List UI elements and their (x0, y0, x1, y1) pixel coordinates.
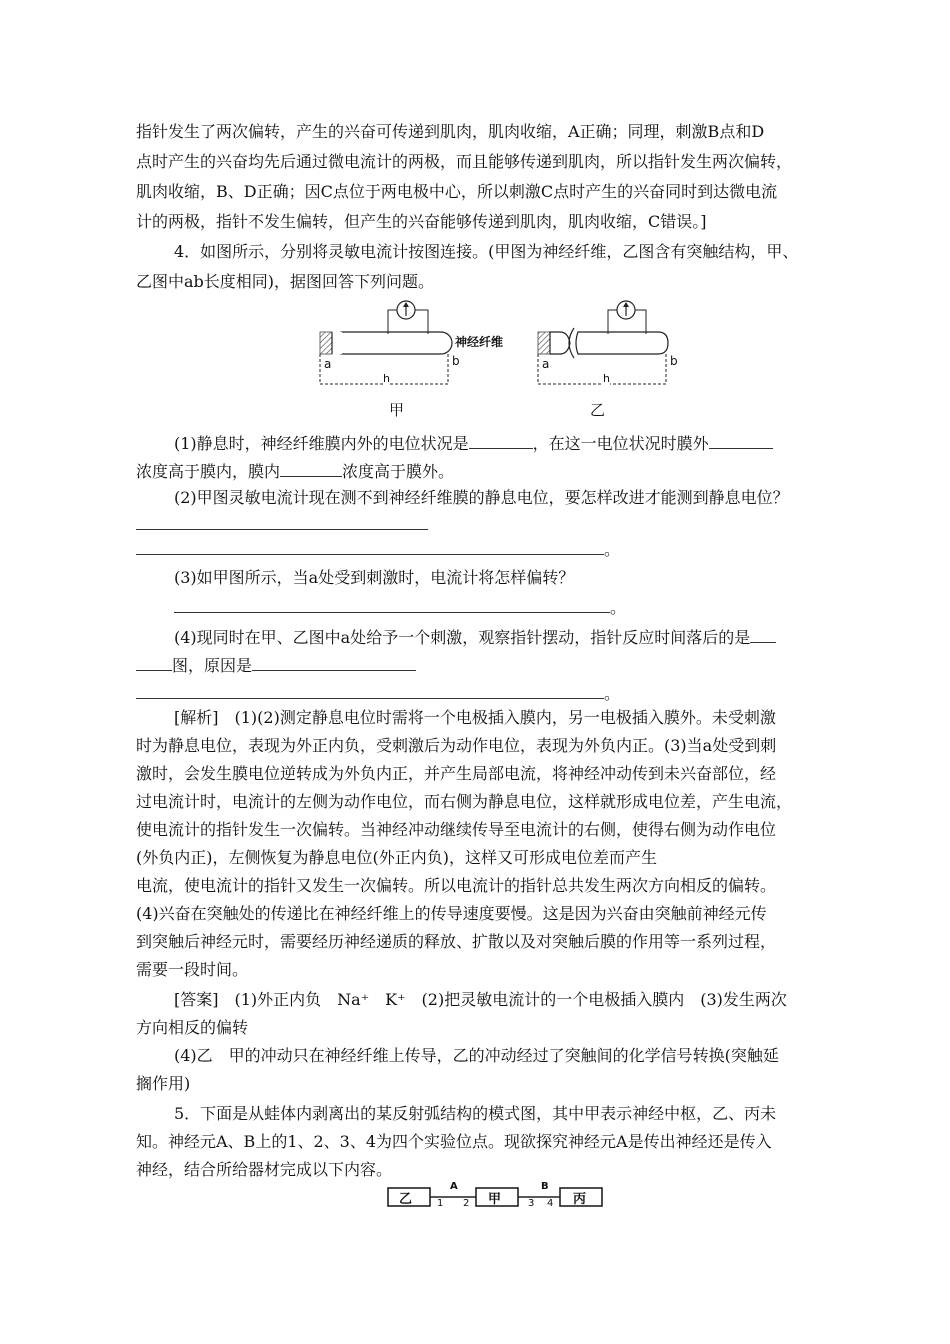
analysis-line-9: 到突触后神经元时，需要经历神经递质的释放、扩散以及对突触后膜的作用等一系列过程， (136, 932, 777, 951)
figure-yi (530, 296, 690, 388)
q5-line-3: 神经，结合所给器材完成以下内容。 (136, 1160, 393, 1179)
answer-line-3: 。 (174, 596, 626, 618)
label-A: A (450, 1181, 458, 1192)
q4-stem-line-1: 4．如图所示，分别将灵敏电流计按图连接。(甲图为神经纤维，乙图含有突触结构，甲、 (174, 242, 799, 261)
label-a-yi: a (542, 357, 550, 371)
intro-line-3: 肌肉收缩，B、D正确；因C点位于两电极中心，所以刺激C点时产生的兴奋同时到达微电流 (136, 182, 778, 201)
q4-part1-text-d: 浓度高于膜外。 (342, 462, 455, 481)
answer-line-b: 方向相反的偏转 (136, 1018, 249, 1037)
answer-line-2b: 。 (136, 538, 620, 560)
q4-part1-line-1 (174, 432, 773, 454)
point-4: 4 (547, 1198, 554, 1209)
answer-line-d: 搁作用) (136, 1074, 191, 1093)
point-3: 3 (528, 1198, 535, 1209)
intro-line-4: 计的两极，指针不发生偏转，但产生的兴奋能够传递到肌肉，肌肉收缩，C错误。] (136, 212, 707, 231)
q4-part4-line-1 (174, 626, 776, 648)
analysis-line-10: 需要一段时间。 (136, 960, 249, 979)
box-yi: 乙 (399, 1192, 413, 1207)
analysis-line-2: 时为静息电位，表现为外正内负，受刺激后为动作电位，表现为外负内正。(3)当a处受到刺 (136, 736, 777, 755)
label-a-jia: a (324, 357, 332, 371)
analysis-line-7: 电流，使电流计的指针又发生一次偏转。所以电流计的指针总共发生两次方向相反的偏转。 (136, 876, 777, 895)
analysis-line-8: (4)兴奋在突触处的传递比在神经纤维上的传导速度要慢。这是因为兴奋由突触前神经元传 (136, 904, 767, 923)
label-B: B (541, 1181, 549, 1192)
q4-part1-line-2 (136, 460, 454, 482)
answer-line-a: [答案] (1)外正内负 Na⁺ K⁺ (2)把灵敏电流计的一个电极插入膜内 (3)发生两次 (174, 990, 787, 1009)
q4-part2-line: (2)甲图灵敏电流计现在测不到神经纤维膜的静息电位，要怎样改进才能测到静息电位？ (174, 488, 789, 507)
analysis-line-4: 过电流计时，电流计的左侧为动作电位，而右侧为静息电位，这样就形成电位差，产生电流， (136, 792, 793, 811)
caption-jia: 甲 (389, 401, 405, 419)
q4-stem-line-2: 乙图中ab长度相同)，据图回答下列问题。 (136, 272, 435, 291)
label-nerve-fiber: 神经纤维 (455, 335, 504, 349)
q5-line-2: 知。神经元A、B上的1、2、3、4为四个实验位点。现欲探究神经元A是传出神经还是传入 (136, 1132, 772, 1151)
label-h-yi: h (603, 372, 610, 385)
figure-jia (310, 296, 520, 388)
caption-yi: 乙 (590, 401, 606, 419)
presynaptic-knob (550, 332, 570, 354)
q4-part4-text-b: 图，原因是 (172, 656, 253, 675)
q5-line-1: 5．下面是从蛙体内剥离出的某反射弧结构的模式图，其中甲表示神经中枢，乙、丙未 (174, 1104, 777, 1123)
blank-1-3 (280, 460, 342, 477)
q4-part1-text-c: 浓度高于膜内，膜内 (136, 462, 281, 481)
box-jia: 甲 (488, 1192, 502, 1207)
blank-1-1 (469, 432, 533, 449)
reflex-arc-diagram (387, 1182, 603, 1212)
intro-line-1: 指针发生了两次偏转，产生的兴奋可传递到肌肉，肌肉收缩，A正确；同理，刺激B点和D (136, 122, 765, 141)
q4-part1-text-a: (1)静息时，神经纤维膜内外的电位状况是 (174, 434, 469, 453)
label-b-yi: b (670, 354, 678, 368)
q4-part1-text-b: ，在这一电位状况时膜外 (532, 434, 709, 453)
blank-1-2 (709, 432, 773, 449)
nerve-fiber (332, 332, 452, 354)
q4-part4-text-a: (4)现同时在甲、乙图中a处给予一个刺激，观察指针摆动，指针反应时间落后的是 (174, 628, 751, 647)
answer-line-c: (4)乙 甲的冲动只在神经纤维上传导，乙的冲动经过了突触间的化学信号转换(突触延 (174, 1046, 779, 1065)
fixed-end-hatch (320, 332, 332, 354)
postsynaptic-fiber (576, 332, 668, 354)
analysis-line-6: (外负内正)，左侧恢复为静息电位(外正内负)，这样又可形成电位差而产生 (136, 848, 657, 867)
analysis-line-1: [解析] (1)(2)测定静息电位时需将一个电极插入膜内，另一电极插入膜外。未受刺激 (174, 708, 776, 727)
answer-line-2a (136, 513, 428, 530)
point-2: 2 (463, 1198, 470, 1209)
q4-part4-line-2 (136, 654, 416, 676)
analysis-line-3: 激时，会发生膜电位逆转成为外负内正，并产生局部电流，将神经冲动传到未兴奋部位，经 (136, 764, 777, 783)
point-1: 1 (437, 1198, 444, 1209)
label-b-jia: b (452, 354, 460, 368)
intro-line-2: 点时产生的兴奋均先后通过微电流计的两极，而且能够传递到肌肉，所以指针发生两次偏转， (136, 152, 793, 171)
analysis-line-5: 使电流计的指针发生一次偏转。当神经冲动继续传导至电流计的右侧，使得右侧为动作电位 (136, 820, 777, 839)
label-h-jia: h (383, 372, 390, 385)
box-bing: 丙 (573, 1192, 587, 1207)
answer-line-4: 。 (136, 682, 620, 704)
q4-part3-line: (3)如甲图所示，当a处受到刺激时，电流计将怎样偏转？ (174, 568, 575, 587)
